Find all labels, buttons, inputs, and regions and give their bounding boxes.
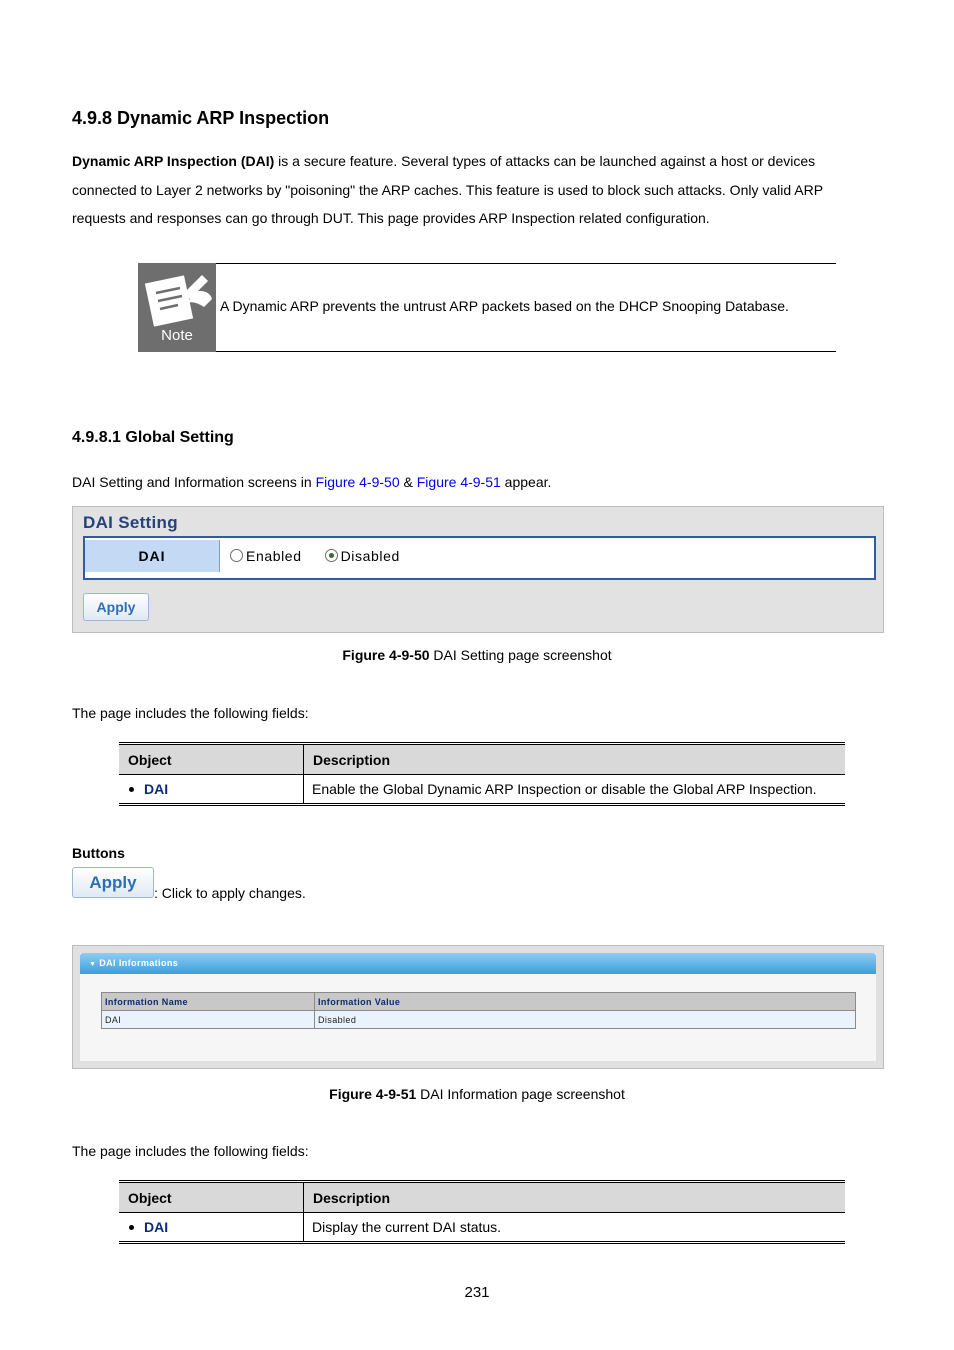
figure-50-text: DAI Setting page screenshot [429,647,612,663]
note-bottom-rule [216,351,836,352]
dai-radio-group [230,548,400,564]
header-object: Object [119,744,304,775]
apply-description: : Click to apply changes. [154,885,306,901]
fields-intro-2: The page includes the following fields: [72,1143,309,1159]
table-row [119,1213,845,1243]
dai-setting-screenshot [72,506,884,633]
collapse-arrow-icon[interactable]: ▼ [89,961,97,968]
intro-line1: is a secure feature. Several types of attacks can be launched against a host or devices [274,153,816,169]
dai-information-titlebar [80,953,876,974]
table-header-row [119,1182,845,1213]
intro-bold-term: Dynamic ARP Inspection (DAI) [72,153,275,169]
dai-setting-title: DAI Setting [83,513,178,532]
intro-post-text: appear. [500,474,552,490]
intro-line3: requests and responses can go through DUT. This page provides ARP Inspection related configuration. [72,210,710,226]
dai-information-title-text: DAI Informations [99,958,179,968]
figure-4-9-50-link[interactable]: Figure 4-9-50 [315,474,400,490]
dai-information-title [89,958,178,968]
fields-table-2 [119,1180,845,1244]
global-setting-intro [72,474,551,490]
intro-text: DAI Setting and Information screens in [72,474,316,490]
intro-paragraph [72,147,862,233]
apply-button[interactable]: Apply [83,593,149,621]
table-row [102,1011,856,1029]
note-top-rule [216,263,836,264]
object-name: DAI [144,1219,169,1235]
header-object: Object [119,1182,304,1213]
description-cell: Display the current DAI status. [304,1213,846,1243]
page-number: 231 [464,1284,490,1301]
description-cell: Enable the Global Dynamic ARP Inspection or disable the Global ARP Inspection. [304,775,846,805]
info-value-cell: Disabled [315,1011,856,1029]
apply-button-sample[interactable]: Apply [72,867,154,898]
buttons-heading: Buttons [72,845,125,861]
bullet-icon [129,787,134,792]
note-icon [138,263,216,352]
info-header-row [102,993,856,1011]
object-cell [119,1213,304,1243]
info-name-cell: DAI [102,1011,315,1029]
intro-line2: connected to Layer 2 networks by "poisoning" the ARP caches. This feature is used to block such attacks. Only valid ARP [72,181,824,198]
figure-51-number: Figure 4-9-51 [329,1086,417,1102]
dai-information-table [101,992,856,1029]
radio-disabled[interactable] [325,549,338,562]
dai-information-panel [80,953,876,1061]
object-name: DAI [144,781,169,797]
amp-text: & [399,474,417,490]
fields-table-1 [119,742,845,806]
table-header-row [119,744,845,775]
figure-50-number: Figure 4-9-50 [342,647,430,663]
fields-intro-1: The page includes the following fields: [72,705,309,721]
info-header-value: Information Value [315,993,856,1011]
figure-51-text: DAI Information page screenshot [416,1086,625,1102]
radio-enabled-label: Enabled [246,548,302,564]
dai-field-label: DAI [85,540,220,572]
header-description: Description [304,744,846,775]
table-row [119,775,845,805]
header-description: Description [304,1182,846,1213]
note-icon-label: Note [161,327,193,344]
figure-50-caption [0,647,954,663]
bullet-icon [129,1225,134,1230]
radio-disabled-label: Disabled [340,548,400,564]
subsection-heading: 4.9.8.1 Global Setting [72,429,234,446]
dai-information-screenshot [72,945,884,1069]
info-header-name: Information Name [102,993,315,1011]
object-cell [119,775,304,805]
dai-setting-table [83,536,876,580]
section-heading: 4.9.8 Dynamic ARP Inspection [72,108,330,128]
figure-51-caption [0,1086,954,1102]
note-text: A Dynamic ARP prevents the untrust ARP packets based on the DHCP Snooping Database. [220,298,789,314]
figure-4-9-51-link[interactable]: Figure 4-9-51 [416,474,501,490]
radio-enabled[interactable] [230,549,243,562]
